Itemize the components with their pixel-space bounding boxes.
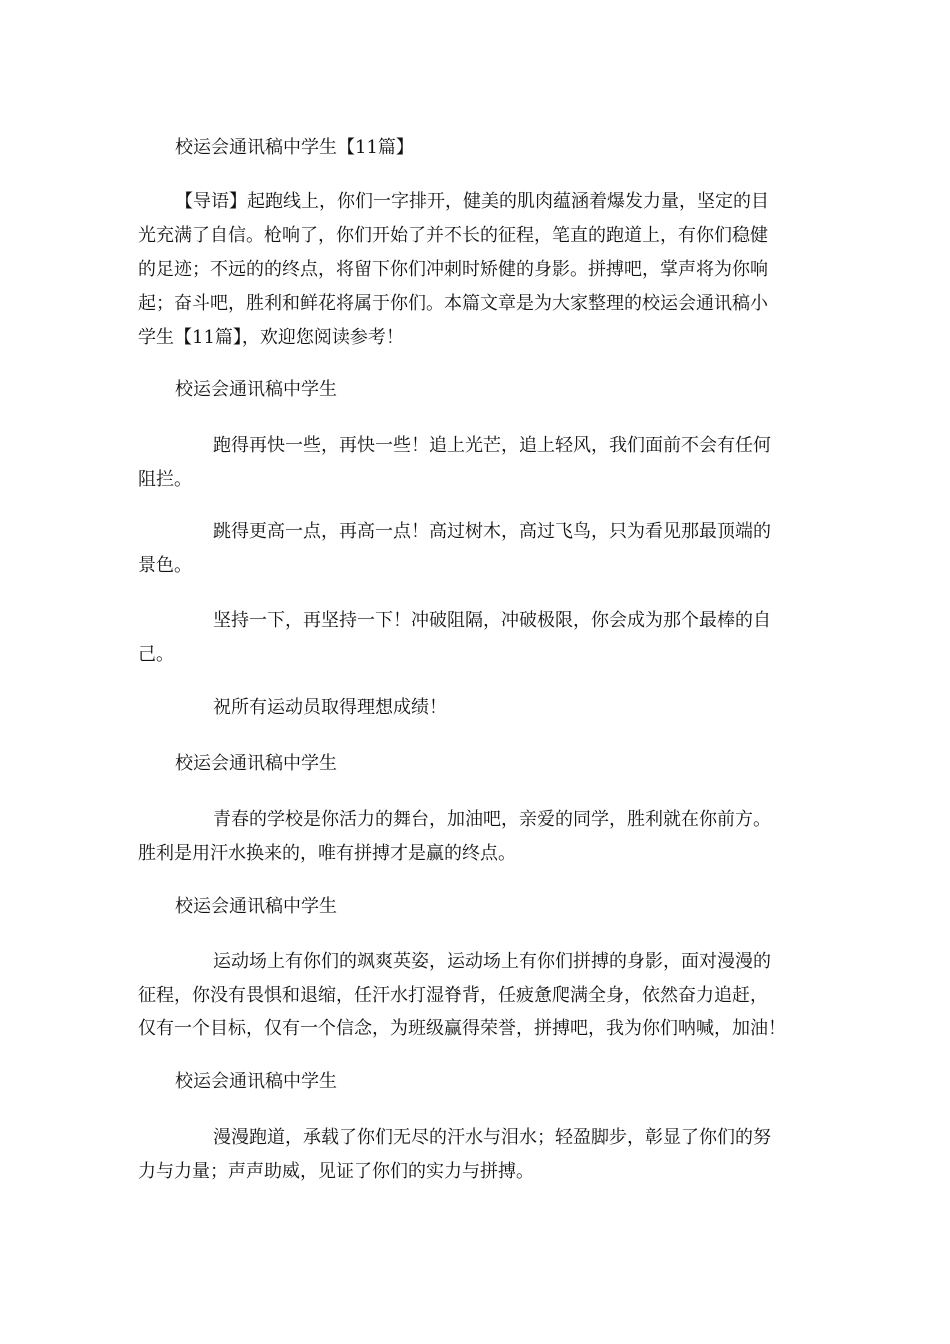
paragraph-line: 跑得再快一些，再快一些！追上光芒，追上轻风，我们面前不会有任何 [213, 435, 771, 456]
intro-line: 【导语】起跑线上，你们一字排开，健美的肌肉蕴涵着爆发力量，坚定的目 [175, 191, 769, 212]
paragraph-line: 己。 [138, 644, 174, 665]
section-heading: 校运会通讯稿中学生 [175, 1071, 337, 1092]
paragraph-line: 仅有一个目标，仅有一个信念，为班级赢得荣誉，拼搏吧，我为你们呐喊，加油！ [138, 1018, 786, 1039]
paragraph-line: 青春的学校是你活力的舞台，加油吧，亲爱的同学，胜利就在你前方。 [213, 809, 771, 830]
paragraph-line: 漫漫跑道，承载了你们无尽的汗水与泪水；轻盈脚步，彰显了你们的努 [213, 1127, 771, 1148]
paragraph-line: 跳得更高一点，再高一点！高过树木，高过飞鸟，只为看见那最顶端的 [213, 521, 771, 542]
intro-line: 起；奋斗吧，胜利和鲜花将属于你们。本篇文章是为大家整理的校运会通讯稿小 [138, 293, 768, 314]
paragraph-line: 坚持一下，再坚持一下！冲破阻隔，冲破极限，你会成为那个最棒的自 [213, 610, 771, 631]
paragraph-line: 征程，你没有畏惧和退缩，任汗水打湿脊背，任疲惫爬满全身，依然奋力追赶， [138, 985, 768, 1006]
paragraph-line: 祝所有运动员取得理想成绩！ [213, 697, 447, 718]
paragraph-line: 阻拦。 [138, 469, 192, 490]
paragraph-line: 景色。 [138, 555, 192, 576]
intro-line: 学生【11篇】，欢迎您阅读参考！ [138, 327, 404, 348]
section-heading: 校运会通讯稿中学生 [175, 379, 337, 400]
paragraph-line: 运动场上有你们的飒爽英姿，运动场上有你们拼搏的身影，面对漫漫的 [213, 951, 771, 972]
section-heading: 校运会通讯稿中学生 [175, 896, 337, 917]
section-heading: 校运会通讯稿中学生 [175, 753, 337, 774]
intro-line: 光充满了自信。枪响了，你们开始了并不长的征程，笔直的跑道上，有你们稳健 [138, 225, 768, 246]
paragraph-line: 力与力量；声声助威，见证了你们的实力与拼搏。 [138, 1161, 534, 1182]
document-title: 校运会通讯稿中学生【11篇】 [175, 137, 414, 158]
paragraph-line: 胜利是用汗水换来的，唯有拼搏才是赢的终点。 [138, 843, 516, 864]
intro-line: 的足迹；不远的的终点，将留下你们冲刺时矫健的身影。拼搏吧，掌声将为你响 [138, 259, 768, 280]
